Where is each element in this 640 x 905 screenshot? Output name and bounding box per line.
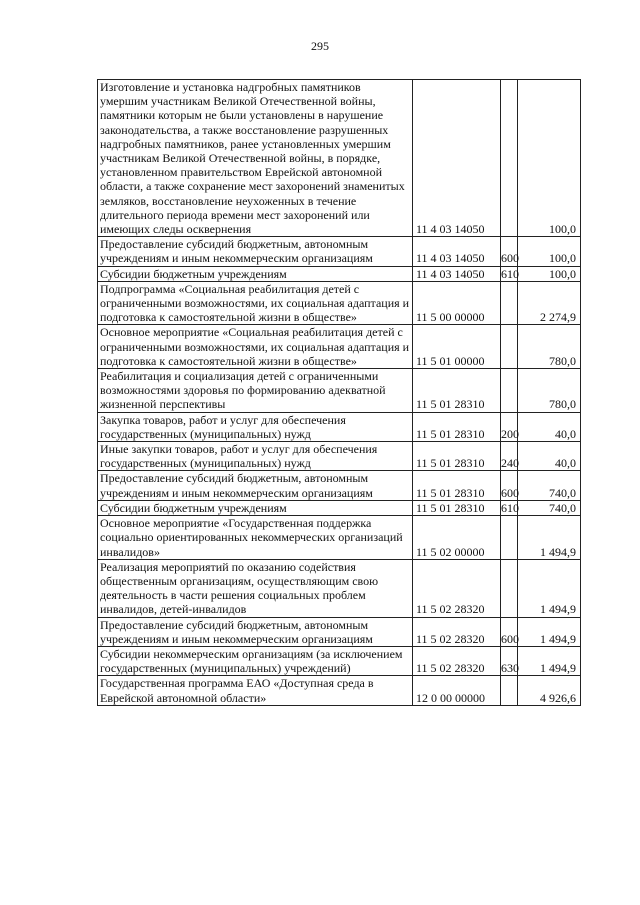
table-row — [98, 412, 581, 441]
row-code-cell: 11 5 01 28310 — [413, 369, 501, 413]
table-row — [98, 80, 581, 237]
row-sum-cell: 780,0 — [518, 369, 581, 413]
row-sum-cell: 40,0 — [518, 442, 581, 471]
row-code-cell: 11 5 01 28310 — [413, 471, 501, 500]
row-sum-cell: 1 494,9 — [518, 617, 581, 646]
row-code-cell: 11 5 01 28310 — [413, 442, 501, 471]
table-row — [98, 369, 581, 413]
row-code-cell: 11 5 02 28320 — [413, 646, 501, 675]
row-expense-type-cell: 600 — [501, 471, 518, 500]
row-expense-type-cell — [501, 516, 518, 560]
page-number: 295 — [311, 39, 329, 53]
row-code-cell: 11 5 01 28310 — [413, 500, 501, 515]
row-expense-type-cell: 200 — [501, 412, 518, 441]
table-row — [98, 617, 581, 646]
row-sum-cell: 100,0 — [518, 237, 581, 266]
row-name-cell: Предоставление субсидий бюджетным, автономным учреждениям и иным некоммерческим организациям — [98, 237, 413, 266]
table-row — [98, 266, 581, 281]
row-expense-type-cell: 600 — [501, 617, 518, 646]
row-expense-type-cell — [501, 325, 518, 369]
row-name-cell: Изготовление и установка надгробных памятников умершим участникам Великой Отечественной войны, памятники которым не были установлены в нарушение законодательства, а также восстановление разрушенных надгробных памятников, ранее установленных умершим участникам Великой Отечественной войны, в порядке, установленном правительством Еврейской автономной области, а также сохранение мест захоронений знаменитых земляков, восстановление неухоженных в течение длительного периода времени мест захоронений или имеющих следы осквернения — [98, 80, 413, 237]
row-name-cell: Государственная программа ЕАО «Доступная среда в Еврейской автономной области» — [98, 676, 413, 705]
row-code-cell: 11 4 03 14050 — [413, 237, 501, 266]
row-code-cell: 12 0 00 00000 — [413, 676, 501, 705]
table-row — [98, 325, 581, 369]
table-row — [98, 281, 581, 325]
row-expense-type-cell: 600 — [501, 237, 518, 266]
row-sum-cell: 4 926,6 — [518, 676, 581, 705]
row-name-cell: Подпрограмма «Социальная реабилитация детей с ограниченными возможностями, их социальная адаптация и подготовка к самостоятельной жизни в обществе» — [98, 281, 413, 325]
row-code-cell: 11 5 01 28310 — [413, 412, 501, 441]
row-expense-type-cell — [501, 369, 518, 413]
row-name-cell: Субсидии бюджетным учреждениям — [98, 500, 413, 515]
row-sum-cell: 2 274,9 — [518, 281, 581, 325]
table-row — [98, 646, 581, 675]
row-expense-type-cell — [501, 281, 518, 325]
row-name-cell: Предоставление субсидий бюджетным, автономным учреждениям и иным некоммерческим организациям — [98, 617, 413, 646]
row-name-cell: Реабилитация и социализация детей с ограниченными возможностями здоровья по формированию адекватной жизненной перспективы — [98, 369, 413, 413]
row-name-cell: Реализация мероприятий по оказанию содействия общественным организациям, осуществляющим свою деятельность в части решения социальных проблем инвалидов, детей-инвалидов — [98, 559, 413, 617]
row-name-cell: Основное мероприятие «Государственная поддержка социально ориентированных некоммерческих организаций инвалидов» — [98, 516, 413, 560]
row-sum-cell: 740,0 — [518, 471, 581, 500]
table-row — [98, 559, 581, 617]
row-code-cell: 11 5 01 00000 — [413, 325, 501, 369]
row-sum-cell: 1 494,9 — [518, 559, 581, 617]
row-expense-type-cell: 630 — [501, 646, 518, 675]
row-sum-cell: 1 494,9 — [518, 516, 581, 560]
row-code-cell: 11 5 00 00000 — [413, 281, 501, 325]
budget-table-body — [98, 80, 581, 706]
row-name-cell: Субсидии некоммерческим организациям (за исключением государственных (муниципальных) учреждений) — [98, 646, 413, 675]
table-row — [98, 471, 581, 500]
table-row — [98, 676, 581, 705]
row-name-cell: Закупка товаров, работ и услуг для обеспечения государственных (муниципальных) нужд — [98, 412, 413, 441]
budget-table — [97, 79, 581, 706]
row-name-cell: Предоставление субсидий бюджетным, автономным учреждениям и иным некоммерческим организациям — [98, 471, 413, 500]
row-expense-type-cell — [501, 80, 518, 237]
table-row — [98, 237, 581, 266]
row-expense-type-cell — [501, 559, 518, 617]
row-name-cell: Иные закупки товаров, работ и услуг для обеспечения государственных (муниципальных) нужд — [98, 442, 413, 471]
row-sum-cell: 740,0 — [518, 500, 581, 515]
row-sum-cell: 100,0 — [518, 266, 581, 281]
row-code-cell: 11 5 02 28320 — [413, 617, 501, 646]
row-code-cell: 11 4 03 14050 — [413, 266, 501, 281]
row-sum-cell: 780,0 — [518, 325, 581, 369]
row-expense-type-cell — [501, 676, 518, 705]
table-row — [98, 442, 581, 471]
row-sum-cell: 100,0 — [518, 80, 581, 237]
table-row — [98, 516, 581, 560]
row-name-cell: Основное мероприятие «Социальная реабилитация детей с ограниченными возможностями, их социальная адаптация и подготовка к самостоятельной жизни в обществе» — [98, 325, 413, 369]
row-code-cell: 11 5 02 28320 — [413, 559, 501, 617]
row-expense-type-cell: 240 — [501, 442, 518, 471]
row-expense-type-cell: 610 — [501, 266, 519, 281]
row-sum-cell: 40,0 — [518, 412, 581, 441]
row-code-cell: 11 4 03 14050 — [413, 80, 501, 237]
row-code-cell: 11 5 02 00000 — [413, 516, 501, 560]
row-sum-cell: 1 494,9 — [518, 646, 581, 675]
row-expense-type-cell: 610 — [501, 500, 519, 515]
table-row — [98, 500, 581, 515]
row-name-cell: Субсидии бюджетным учреждениям — [98, 266, 413, 281]
